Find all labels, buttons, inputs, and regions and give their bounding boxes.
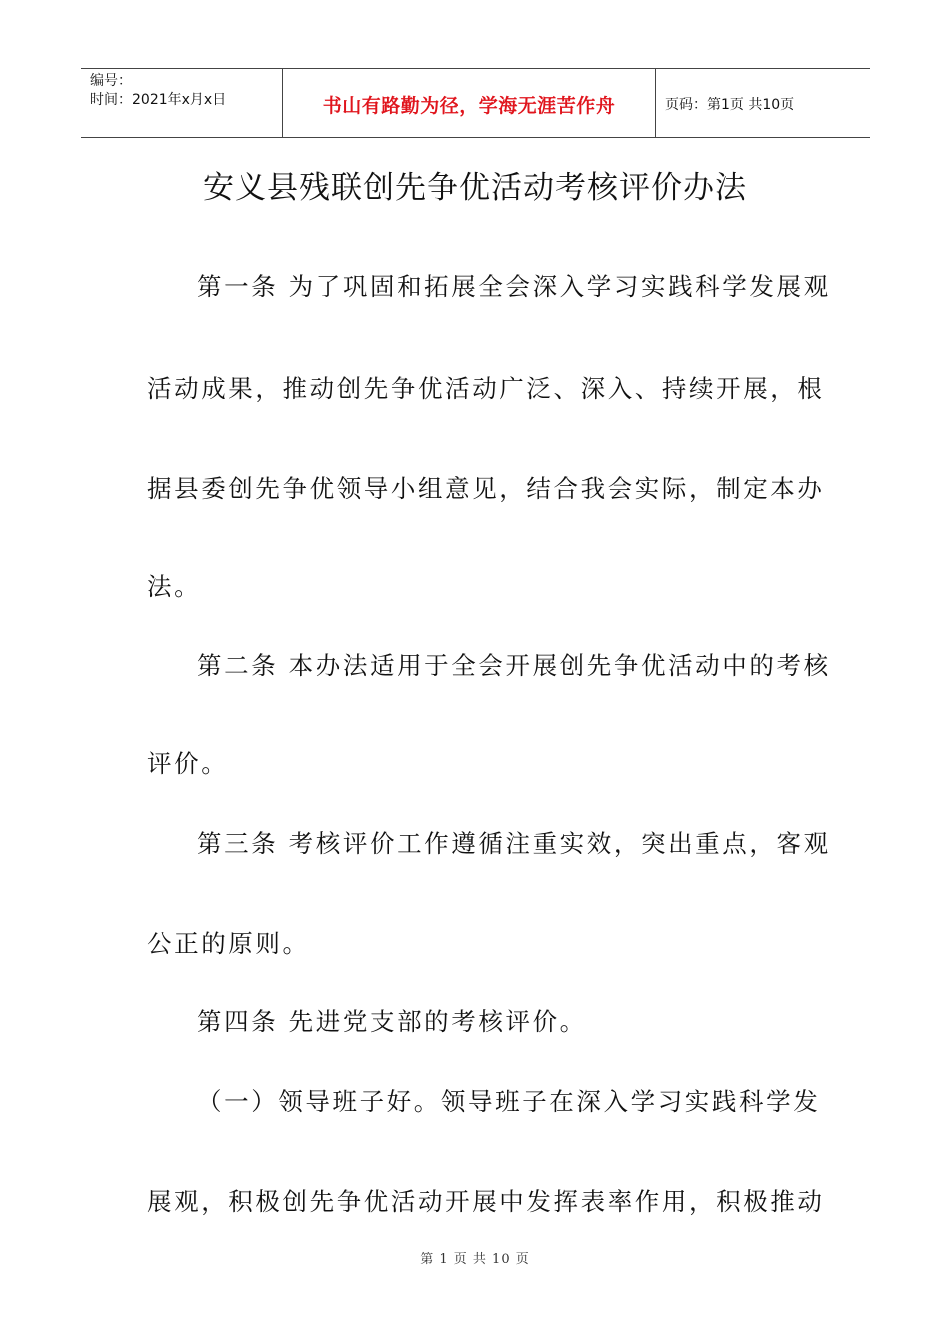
body-line: 活动成果，推动创先争优活动广泛、深入、持续开展，根 (147, 374, 825, 403)
document-number-label: 编号： (90, 73, 132, 89)
header-page-info: 页码：第1页 共10页 (665, 97, 795, 113)
document-header (81, 68, 870, 138)
header-motto-cell (283, 69, 656, 137)
header-page-cell (656, 69, 870, 137)
body-line: 第四条 先进党支部的考核评价。 (197, 1007, 587, 1036)
body-line: 法。 (147, 572, 202, 601)
body-line: 据县委创先争优领导小组意见，结合我会实际，制定本办 (147, 474, 825, 503)
body-line: 评价。 (147, 749, 229, 778)
document-title: 安义县残联创先争优活动考核评价办法 (203, 170, 747, 206)
body-line: 第一条 为了巩固和拓展全会深入学习实践科学发展观 (197, 272, 831, 301)
page-footer: 第 1 页 共 10 页 (420, 1252, 530, 1267)
body-line: 公正的原则。 (147, 929, 310, 958)
body-line: 第三条 考核评价工作遵循注重实效，突出重点，客观 (197, 829, 831, 858)
header-meta-cell (81, 69, 283, 137)
body-line: 第二条 本办法适用于全会开展创先争优活动中的考核 (197, 651, 831, 680)
body-line: （一）领导班子好。领导班子在深入学习实践科学发 (197, 1087, 821, 1116)
header-motto: 书山有路勤为径，学海无涯苦作舟 (322, 95, 616, 117)
body-line: 展观，积极创先争优活动开展中发挥表率作用，积极推动 (147, 1187, 825, 1216)
document-date-label: 时间：2021年x月x日 (90, 92, 227, 108)
